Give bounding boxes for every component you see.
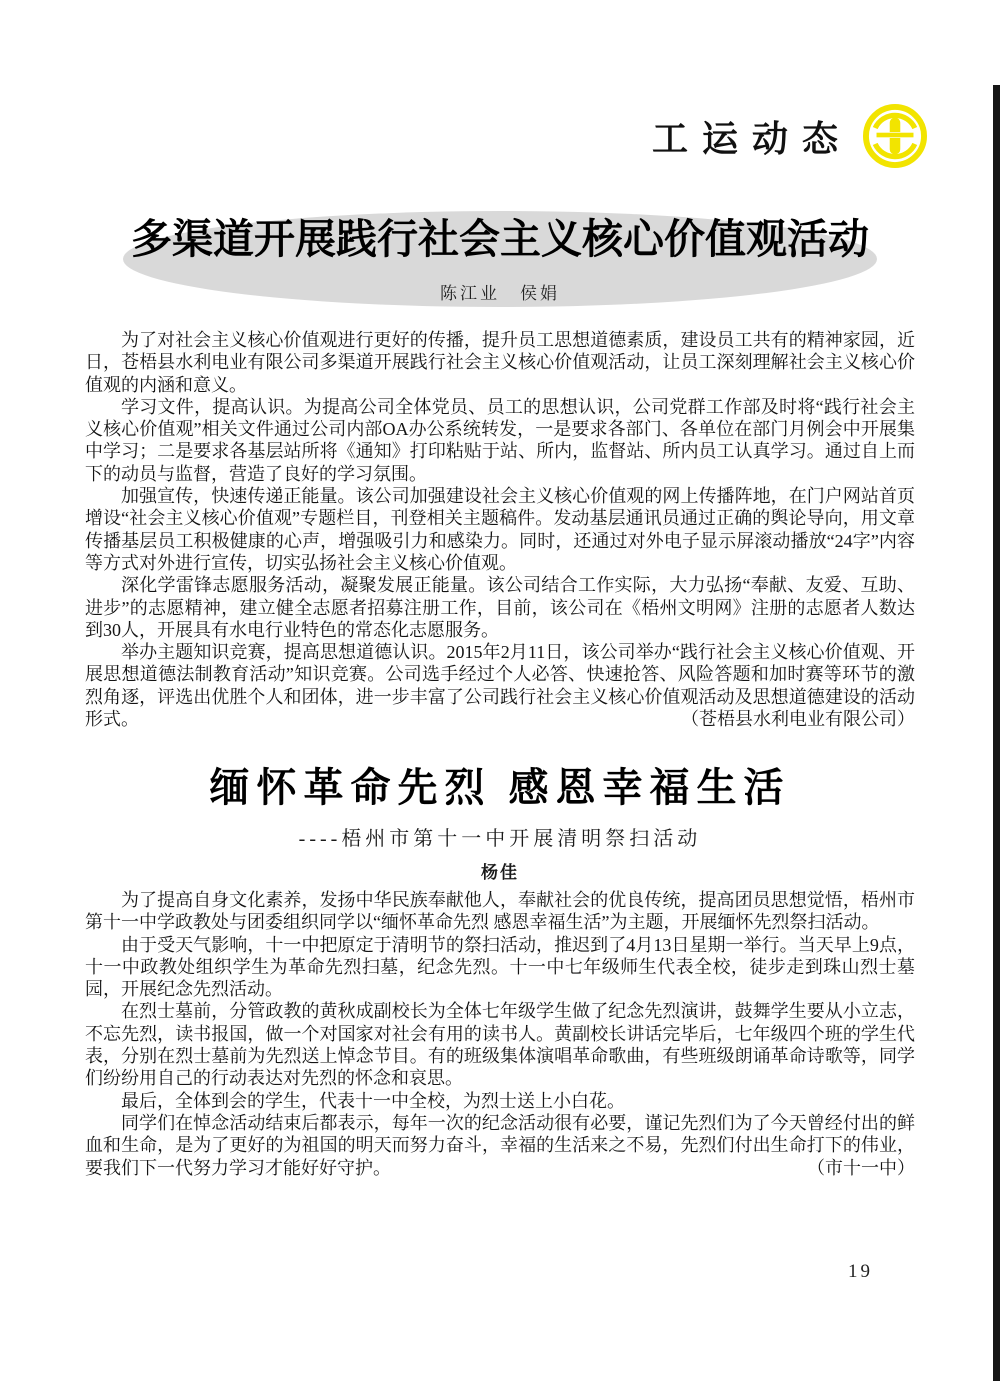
masthead [652,103,928,169]
article1-attribution: （苍梧县水利电业有限公司） [681,709,915,730]
article2-paragraph-3: 在烈士墓前，分管政教的黄秋成副校长为全体七年级学生做了纪念先烈演讲，鼓舞学生要从小立志，不忘先烈，读书报国，做一个对国家对社会有用的读书人。黄副校长讲话完毕后，七年级四个班的学生代表，分别在烈士墓前为先烈送上悼念节目。有的班级集体演唱革命歌曲，有些班级朗诵革命诗歌等，同学们纷纷用自己的行动表达对先烈的怀念和哀思。 [85,1001,915,1089]
article1-paragraph-5: 举办主题知识竞赛，提高思想道德认识。2015年2月11日，该公司举办“践行社会主义核心价值观、开展思想道德法制教育活动”知识竞赛。公司选手经过个人必答、快速抢答、风险答题和加时赛等环节的激烈角逐，评选出优胜个人和团体，进一步丰富了公司践行社会主义核心价值观活动及思想道德建设的活动形式。 [85,642,915,730]
masthead-title: 工运动态 [651,119,852,159]
article1-paragraph-1: 为了对社会主义核心价值观进行更好的传播，提升员工思想道德素质，建设员工共有的精神家园，近日，苍梧县水利电业有限公司多渠道开展践行社会主义核心价值观活动，让员工深刻理解社会主义核心价值观的内涵和意义。 [85,330,915,395]
article2-paragraph-2: 由于受天气影响，十一中把原定于清明节的祭扫活动，推迟到了4月13日星期一举行。当天早上9点，十一中政教处组织学生为革命先烈扫墓，纪念先烈。十一中七年级师生代表全校，徒步走到珠山烈士墓园，开展纪念先烈活动。 [85,934,915,1000]
article1-title: 多渠道开展践行社会主义核心价值观活动 [131,216,869,262]
article2-paragraph-5: 同学们在悼念活动结束后都表示，每年一次的纪念活动很有必要，谨记先烈们为了今天曾经付出的鲜血和生命，是为了更好的为祖国的明天而努力奋斗，幸福的生活来之不易，先烈们付出生命打下的伟业，要我们下一代努力学习才能好好守护。 [85,1112,915,1178]
article2-header [0,763,1000,883]
article2-paragraph-4: 最后，全体到会的学生，代表十一中全校，为烈士送上小白花。 [121,1090,625,1111]
article2-author: 杨佳 [481,863,519,882]
union-logo-icon [862,103,928,169]
article2-body [85,889,915,1179]
article1-paragraph-2: 学习文件，提高认识。为提高公司全体党员、员工的思想认识，公司党群工作部及时将“践行社会主义核心价值观”相关文件通过公司内部OA办公系统转发，一是要求各部门、各单位在部门月例会中开展集中学习；二是要求各基层站所将《通知》打印粘贴于站、所内，监督站、所内员工认真学习。通过自上而下的动员与监督，营造了良好的学习氛围。 [85,396,915,484]
page-number: 19 [848,1261,873,1282]
article1-body [85,329,915,730]
article1-header [123,211,877,307]
article1-paragraph-3: 加强宣传，快速传递正能量。该公司加强建设社会主义核心价值观的网上传播阵地，在门户网站首页增设“社会主义核心价值观”专题栏目，刊登相关主题稿件。发动基层通讯员通过正确的舆论导向，用文章传播基层员工积极健康的心声，增强吸引力和感染力。同时，还通过对外电子显示屏滚动播放“24字”内容等方式对外进行宣传，切实弘扬社会主义核心价值观。 [85,486,915,573]
article2-attribution: （市十一中） [807,1157,915,1178]
article1-authors: 陈江业 侯娟 [440,284,560,303]
article2-paragraph-1: 为了提高自身文化素养，发扬中华民族奉献他人，奉献社会的优良传统，提高团员思想觉悟，梧州市第十一中学政教处与团委组织同学以“缅怀革命先烈 感恩幸福生活”为主题，开展缅怀先烈祭扫活动。 [85,890,915,933]
article2-subtitle: ----梧州市第十一中开展清明祭扫活动 [298,828,702,850]
article2-title: 缅怀革命先烈 感恩幸福生活 [209,765,791,810]
article1-paragraph-4: 深化学雷锋志愿服务活动，凝聚发展正能量。该公司结合工作实际，大力弘扬“奉献、友爱、互助、进步”的志愿精神，建立健全志愿者招募注册工作，目前，该公司在《梧州文明网》注册的志愿者人数达到30人，开展具有水电行业特色的常态化志愿服务。 [85,575,915,640]
scan-edge-bar [993,85,1000,1381]
